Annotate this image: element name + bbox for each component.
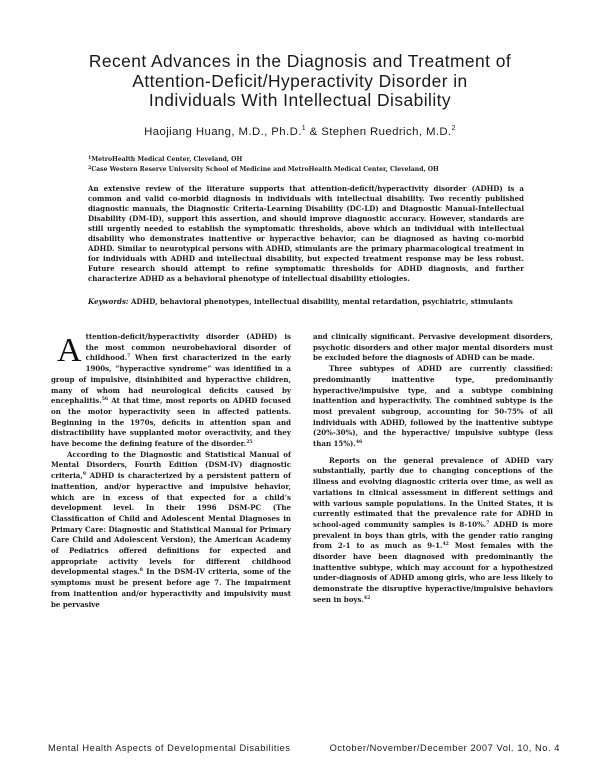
keywords-label: Keywords: bbox=[88, 297, 129, 306]
author-separator: & bbox=[306, 126, 322, 138]
paragraph-2-text-c: In the DSM-IV criteria, some of the symptoms must be present before age 7. The impairment from inattention and/or hyperactivity and impulsivity must be pervasive bbox=[51, 567, 291, 609]
body-paragraph-5 bbox=[313, 456, 553, 606]
paragraph-5-text-a: Reports on the general prevalence of ADHD vary substantially, partly due to changing conceptions of the illness and evolving diagnostic criteria over time, as well as variations in clinical assessment in different settings and with various sample populations. In the United States, it is currently estimated that the prevalence rate for ADHD in school-aged community samples is 8-10%. bbox=[313, 455, 553, 529]
body-paragraph-3: and clinically significant. Pervasive development disorders, psychotic disorders and other major mental disorders must be excluded before the diagnosis of ADHD can be made. bbox=[313, 332, 553, 363]
body-paragraph-1 bbox=[51, 332, 291, 450]
paragraph-1-text-c: At that time, most reports on ADHD focused on the motor hyperactivity seen in affected patients. Beginning in the 1970s, deficits in attention span and distractibility have supplanted motor overactivity, and they have become the defining feature of the disorder. bbox=[51, 396, 291, 449]
title-line-3: Individuals With Intellectual Disability bbox=[148, 90, 452, 110]
affiliation-2-text: Case Western Reserve University School of Medicine and MetroHealth Medical Center, Cleveland, OH bbox=[91, 166, 439, 173]
citation: 42 bbox=[363, 595, 371, 601]
paragraph-2-text-b: ADHD is characterized by a persistent pattern of inattention, and/or hyperactive and impulsive behavior, which are in excess of that expected for a child’s development level. In their 1996 DSM-PC (The Classification of Child and Adolescent Mental Diagnoses in Primary Care: Diagnostic and Statistical Manual for Primary Care Child and Adolescent Version), the American Academy of Pediatrics offered definitions for expected and appropriate activity levels for different childhood developmental stages. bbox=[51, 471, 291, 577]
article-title bbox=[40, 52, 560, 111]
citation: 7 bbox=[486, 520, 490, 526]
citation: 56 bbox=[101, 397, 109, 403]
author-line bbox=[40, 125, 560, 138]
paragraph-5-text-b: ADHD is more prevalent in boys than girls, with the gender ratio ranging from 2-1 to as much as 9-1. bbox=[313, 519, 553, 551]
citation: 42 bbox=[442, 542, 449, 548]
keywords-text: ADHD, behavioral phenotypes, intellectual disability, mental retardation, psychiatric, stimulants bbox=[131, 297, 513, 306]
body-paragraph-4 bbox=[313, 364, 553, 450]
abstract: An extensive review of the literature supports that attention-deficit/hyperactivity disorder (ADHD) is a common and valid co-morbid diagnosis in individuals with intellectual disability. Two recently published diagnostic manuals, the Diagnostic Criteria-Learning Disability (DC-LD) and Diagnostic Manual-Intellectual Disability (DM-ID), support this assertion, and should improve diagnostic accuracy. However, standards are still urgently needed to establish the symptomatic thresholds, above which an individual with intellectual disability who demonstrates inattentive or hyperactive behavior, can be diagnosed as having co-morbid ADHD. Similar to neurotypical persons with ADHD, stimulants are the primary pharmacological treatment in for individuals with ADHD and intellectual disability, but expected treatment response may be less robust. Future research should attempt to refine symptomatic thresholds for ADHD diagnosis, and further characterize ADHD as a behavioral phenotype of intellectual disability etiologies. bbox=[88, 184, 524, 284]
body-column-left bbox=[51, 332, 291, 610]
citation: 25 bbox=[246, 440, 253, 446]
citation: 9 bbox=[82, 472, 87, 478]
title-line-2: Attention-Deficit/Hyperactivity Disorder in bbox=[132, 70, 468, 91]
title-line-1: Recent Advances in the Diagnosis and Treatment of bbox=[88, 51, 512, 71]
body-paragraph-2 bbox=[51, 450, 291, 611]
paragraph-1-text-a: ttention-deficit/hyperactivity disorder (ADHD) is the most common neurobehavioral disorder of childhood. bbox=[85, 332, 291, 363]
citation: 46 bbox=[355, 440, 363, 446]
affiliation-1-text: MetroHealth Medical Center, Cleveland, OH bbox=[91, 156, 243, 163]
author-1-affiliation-mark: 1 bbox=[301, 125, 307, 132]
footer-journal-name: Mental Health Aspects of Developmental Disabilities bbox=[48, 743, 291, 753]
author-1-name: Haojiang Huang, M.D., Ph.D. bbox=[144, 126, 302, 138]
footer-issue-info: October/November/December 2007 Vol. 10, No. 4 bbox=[329, 743, 560, 753]
affiliation-1 bbox=[88, 155, 558, 163]
paragraph-5-text-c: Most females with the disorder have been diagnosed with predominantly the inattentive subtype, which may account for a hypothesized under-diagnosis of ADHD among girls, who are less likely to demonstrate the disruptive hyperactive/impulsive behaviors seen in boys. bbox=[313, 541, 553, 604]
paragraph-1-text-b: When first characterized in the early 1900s, “hyperactive syndrome” was identified in a group of impulsive, disinhibited and hyperactive children, many of whom had neurological deficits caused by encephalitis. bbox=[51, 353, 291, 406]
paragraph-2-text-a: According to the Diagnostic and Statistical Manual of Mental Disorders, Fourth Edition (DSM-IV) diagnostic criteria, bbox=[51, 449, 291, 481]
keywords bbox=[88, 297, 524, 307]
drop-cap: A bbox=[57, 332, 82, 369]
citation: 8 bbox=[139, 568, 143, 574]
affiliation-2-number: 2 bbox=[88, 165, 92, 171]
body-column-right bbox=[313, 332, 553, 606]
author-2-name: Stephen Ruedrich, M.D. bbox=[321, 126, 452, 138]
citation: 7 bbox=[127, 354, 131, 360]
affiliation-1-number: 1 bbox=[88, 155, 92, 161]
paragraph-4-text: Three subtypes of ADHD are currently classified: predominantly inattentive type, predominantly hyperactive/impulsive type, and a subtype combining inattention and hyperactivity. The combined subtype is the most prevalent subgroup, accounting for 50-75% of all individuals with ADHD, followed by the inattentive subtype (20%-30%), and the hyperactive/ impulsive subtype (less than 15%). bbox=[313, 364, 553, 449]
affiliation-2 bbox=[88, 165, 558, 173]
author-2-affiliation-mark: 2 bbox=[451, 125, 456, 132]
